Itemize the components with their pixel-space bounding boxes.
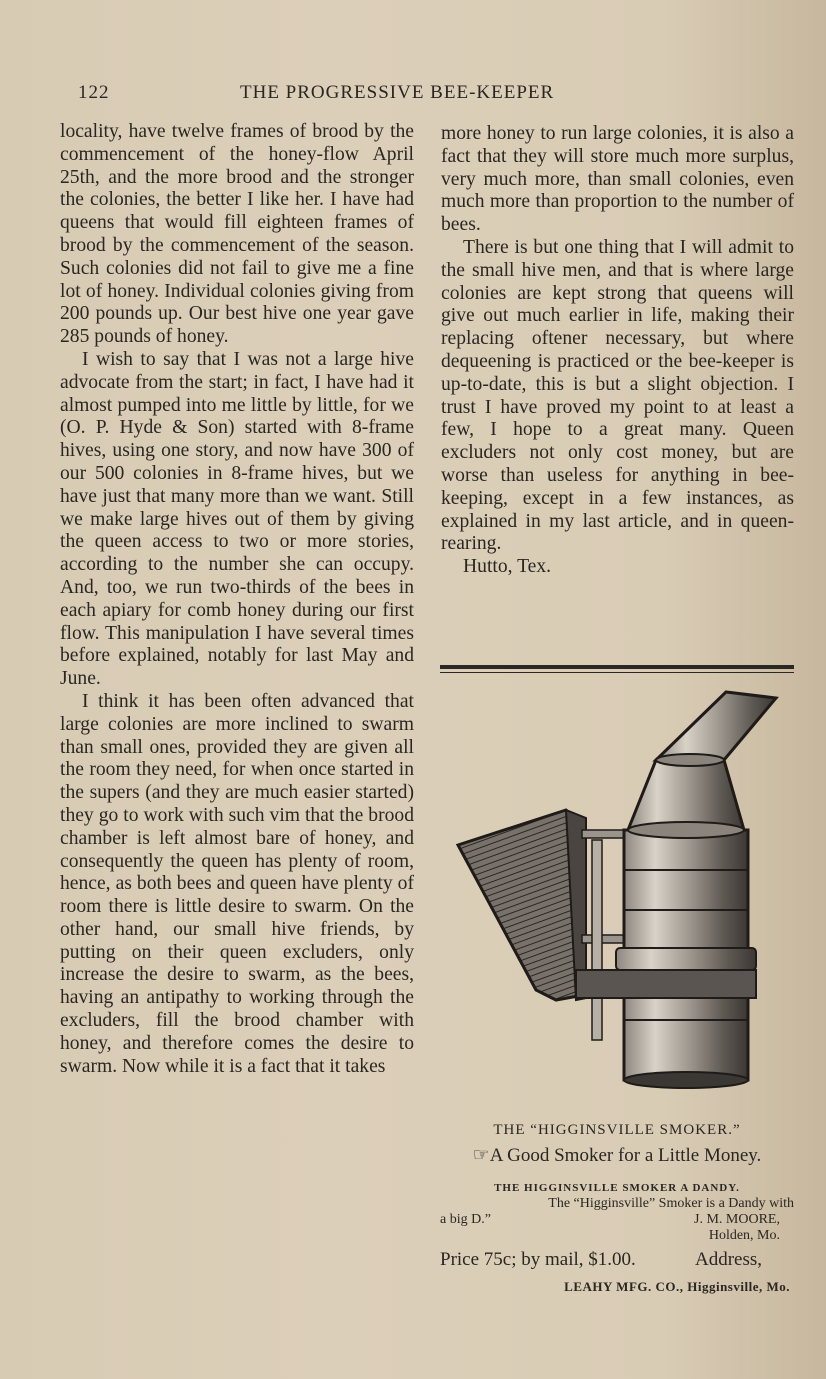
company-name: LEAHY MFG. CO., Higginsville, Mo. bbox=[564, 1279, 790, 1294]
tagline-text: A Good Smoker for a Little Money. bbox=[489, 1145, 762, 1166]
paragraph: I wish to say that I was not a large hive advocate from the start; in fact, I have had it almost pumped into me little by little, for we (O. P. Hyde & Son) started with 8-frame hives, using one story, and now have 300 of our 500 colonies in 8-frame hives, but we have just that many more than we want. Still we make large hives out of them by giving the queen access to two or more stories, according to the number she can occupy. And, too, we run two-thirds of the bees in each apiary for comb honey during our first flow. This manipulation I have several times before explained, notably for last May and June. bbox=[60, 348, 414, 690]
running-title: THE PROGRESSIVE BEE-KEEPER bbox=[240, 82, 555, 103]
ad-tagline bbox=[440, 1144, 794, 1167]
paragraph: more honey to run large colonies, it is also a fact that they will store much more surplus, very much more, than small colonies, even much more than proportion to the number of bees. bbox=[441, 123, 794, 236]
price-text: Price 75c; by mail, $1.00. bbox=[440, 1249, 636, 1270]
pointing-hand-icon: ☞ bbox=[472, 1145, 490, 1166]
paragraph: There is but one thing that I will admit to the small hive men, and that is where large colonies are kept strong that queens will give out much earlier in life, making their replacing oftener necessary, but where dequeening is practiced or the bee-keeper is up-to-date, this is but a slight objection. I trust I have proved my point to at least a few, I hope to a great many. Queen excluders not only cost money, but are worse than useless for anything in bee-keeping, except in a few instances, as explained in my last article, and in queen-rearing. bbox=[441, 236, 794, 555]
paragraph: I think it has been often advanced that large colonies are more inclined to swarm than small ones, provided they are given all the room they need, for when once started in the supers (and they are much easier started) they go to work with such vim that the brood chamber is left almost bare of honey, and consequently the queen has plenty of room, hence, as both bees and queen have plenty of room there is little desire to swarm. On the other hand, our small hive friends, by putting on their queen excluders, only increase the desire to swarm, as the bees, having an antipathy to working through the excluders, fill the brood chamber with honey, and therefore comes the desire to swarm. Now while it is a fact that it takes bbox=[60, 690, 414, 1077]
bee-smoker-illustration bbox=[456, 690, 782, 1100]
ad-testimonial bbox=[440, 1196, 794, 1244]
right-column bbox=[441, 123, 794, 579]
ad-caption: THE “HIGGINSVILLE SMOKER.” bbox=[493, 1122, 741, 1138]
address-label: Address, bbox=[694, 1249, 762, 1270]
left-column bbox=[60, 121, 414, 1078]
testimonial-author: J. M. MOORE, bbox=[694, 1212, 780, 1227]
paragraph: locality, have twelve frames of brood by the commencement of the honey-flow April 25th, and the more brood and the stronger the colonies, the better I like her. I have had queens that would fill eighteen frames of brood by the commencement of the season. Such colonies did not fail to give me a fine lot of honey. Individual colonies giving from 200 pounds up. Our best hive one year gave 285 pounds of honey. bbox=[60, 121, 414, 348]
page-number: 122 bbox=[78, 82, 110, 103]
ad-subheading: THE HIGGINSVILLE SMOKER A DANDY. bbox=[494, 1182, 740, 1194]
testimonial-line: The “Higginsville” Smoker is a Dandy with bbox=[548, 1196, 794, 1211]
signoff: Hutto, Tex. bbox=[463, 556, 552, 578]
divider-thin bbox=[440, 672, 794, 673]
testimonial-line bbox=[440, 1212, 794, 1228]
testimonial-quote-end: a big D.” bbox=[440, 1212, 491, 1227]
divider-thick bbox=[440, 665, 794, 669]
ad-price-line bbox=[440, 1249, 794, 1271]
testimonial-place: Holden, Mo. bbox=[708, 1228, 780, 1243]
